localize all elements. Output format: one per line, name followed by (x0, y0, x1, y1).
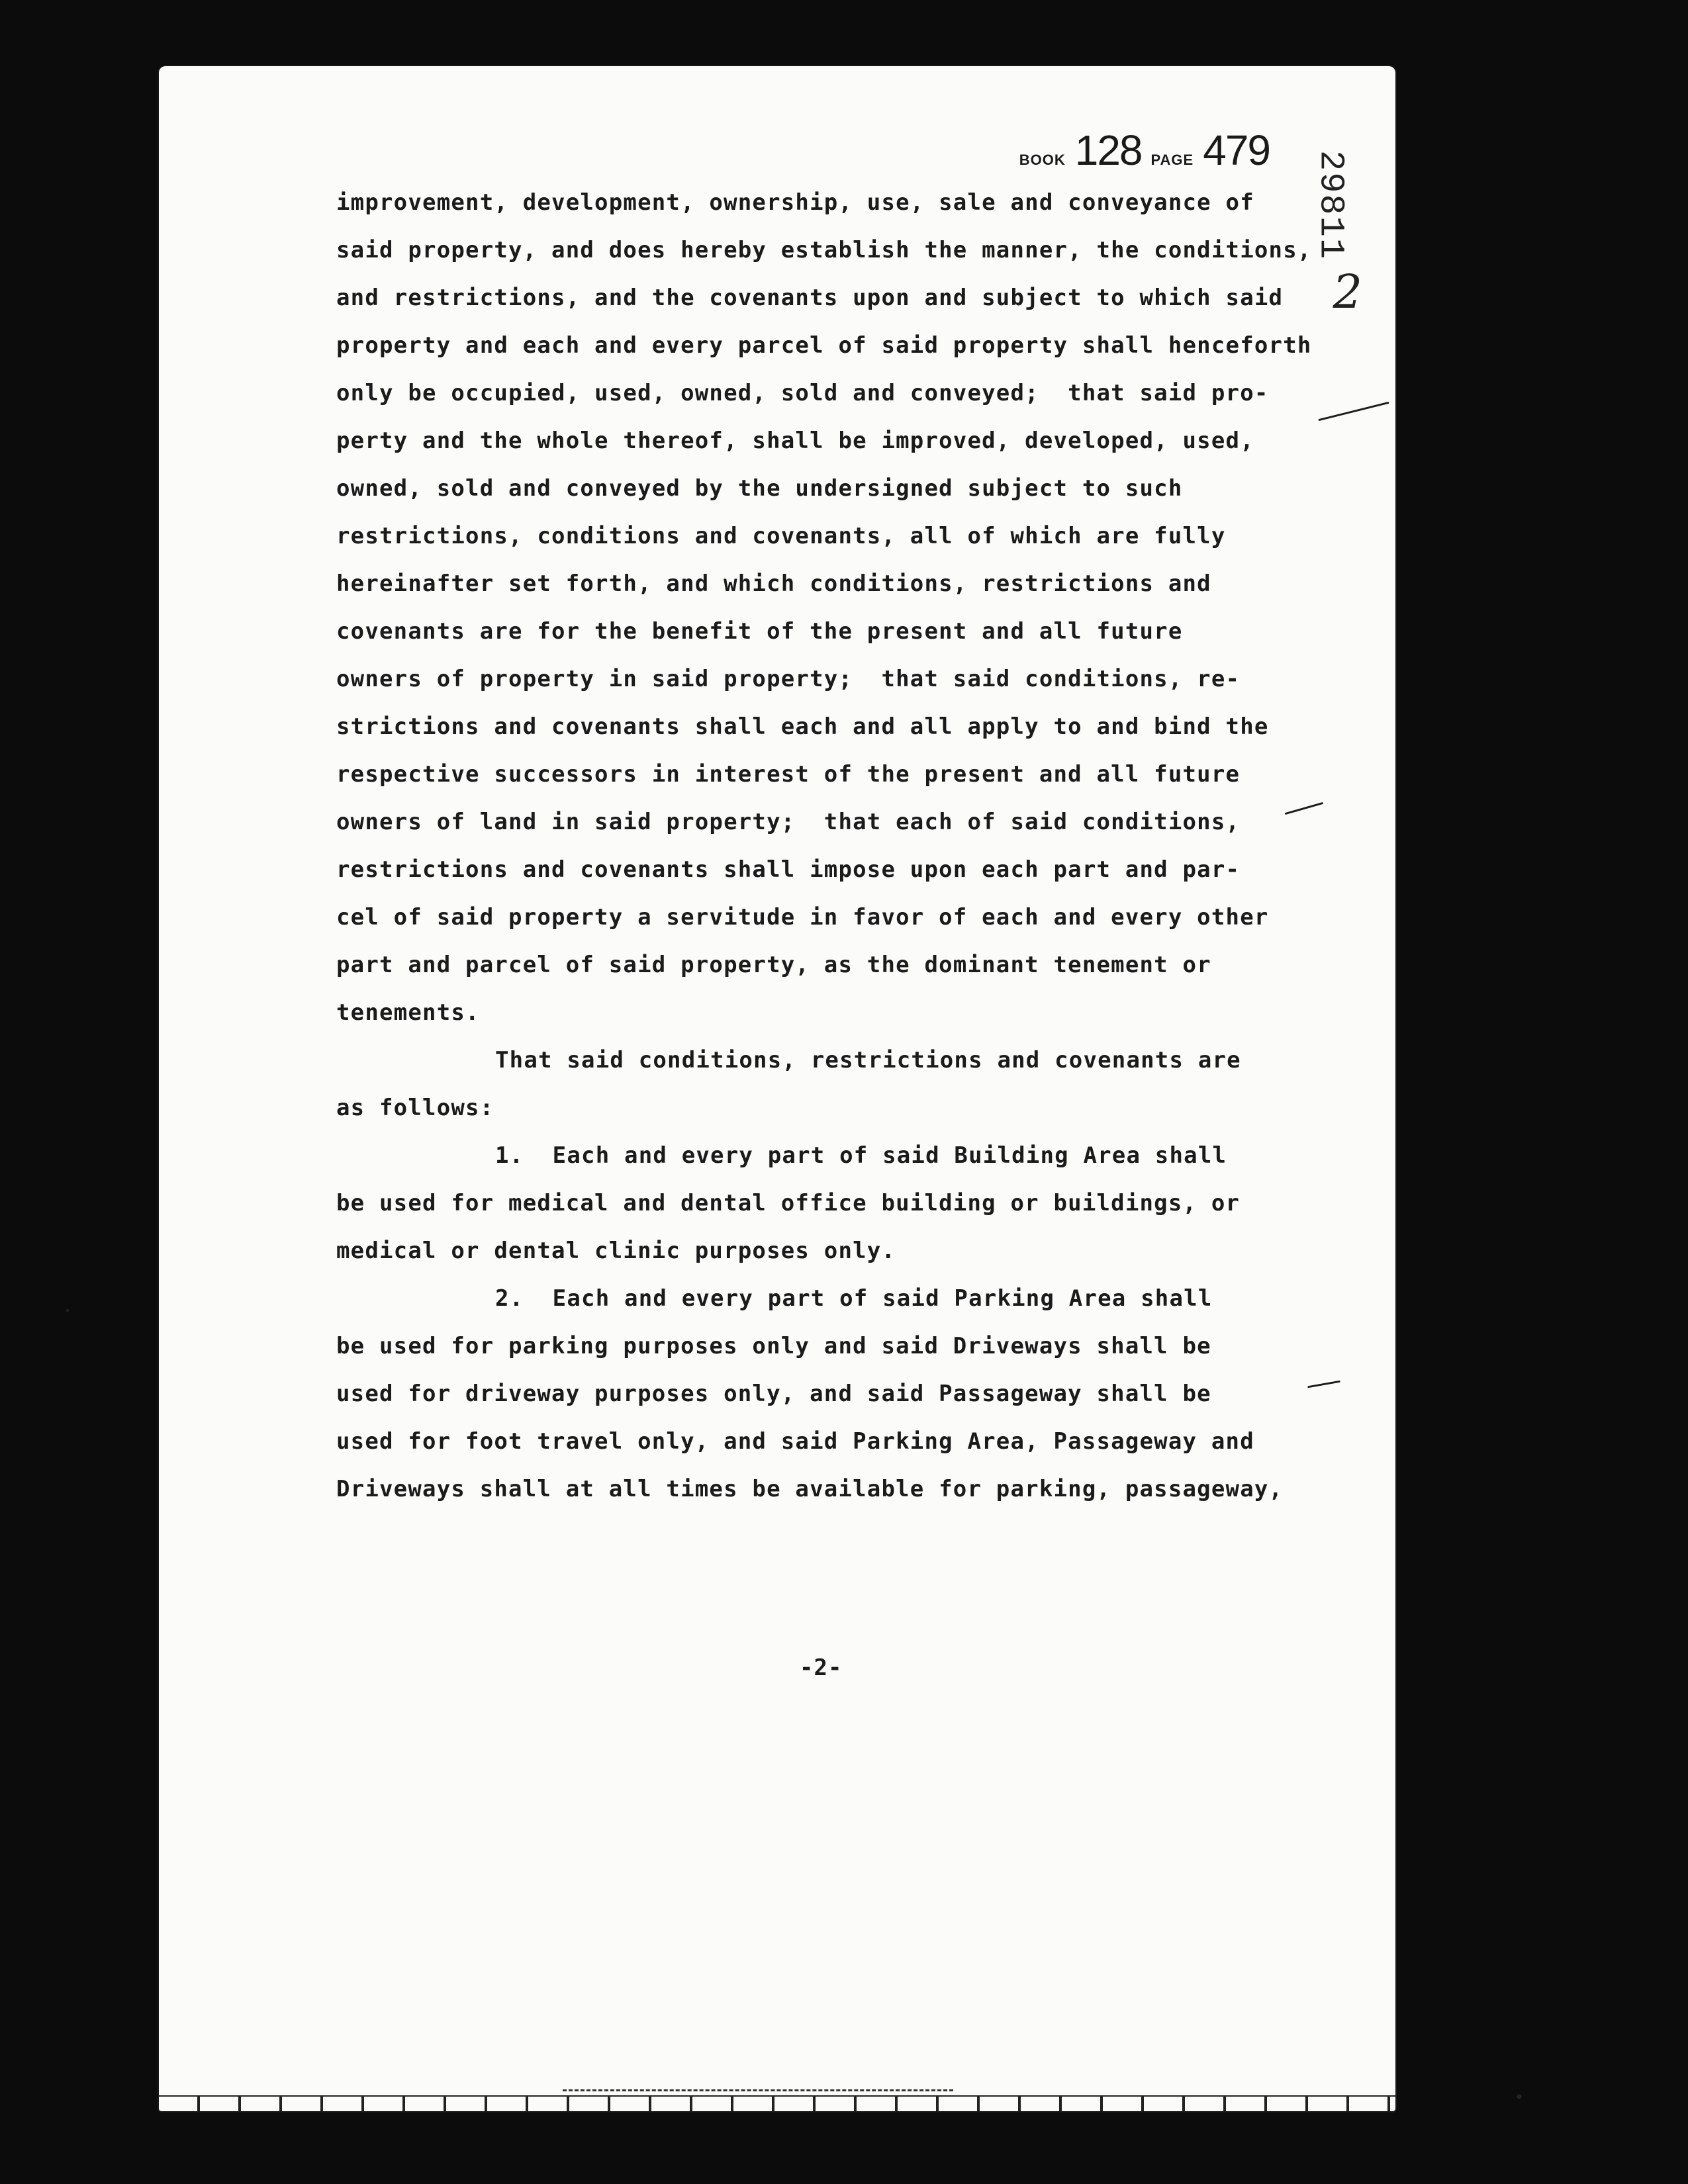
book-number: 128 (1074, 126, 1142, 174)
side-stamp-number: 29811 (1311, 150, 1350, 261)
text-line: respective successors in interest of the present and all future (336, 761, 1241, 788)
document-page (159, 66, 1395, 2111)
text-line: owners of property in said property; that said conditions, re- (336, 666, 1241, 692)
text-line: be used for parking purposes only and said Driveways shall be (336, 1333, 1211, 1359)
text-line: improvement, development, ownership, use, sale and conveyance of (336, 189, 1254, 216)
text-line: only be occupied, used, owned, sold and conveyed; that said pro- (336, 380, 1269, 406)
text-line: tenements. (336, 999, 480, 1026)
page-label: PAGE (1150, 152, 1194, 168)
text-line: part and parcel of said property, as the dominant tenement or (336, 952, 1211, 978)
text-line: 1. Each and every part of said Building Area shall (495, 1142, 1227, 1169)
text-line: used for driveway purposes only, and said Passageway shall be (336, 1381, 1211, 1407)
text-line: hereinafter set forth, and which conditions, restrictions and (336, 570, 1211, 597)
text-line: Driveways shall at all times be available for parking, passageway, (336, 1476, 1284, 1502)
book-page-reference (1019, 126, 1270, 175)
footer-page-number: -2- (800, 1655, 843, 1681)
document-body (336, 179, 1369, 1513)
text-line: said property, and does hereby establish the manner, the conditions, (336, 237, 1312, 263)
page-number: 479 (1203, 126, 1270, 174)
text-line: medical or dental clinic purposes only. (336, 1238, 896, 1264)
text-line: covenants are for the benefit of the present and all future (336, 618, 1183, 645)
text-line: cel of said property a servitude in favor of each and every other (336, 904, 1269, 931)
handwritten-mark: 2 (1333, 265, 1362, 319)
text-line: perty and the whole thereof, shall be improved, developed, used, (336, 428, 1254, 454)
text-line: owned, sold and conveyed by the undersigned subject to such (336, 475, 1183, 502)
text-line: That said conditions, restrictions and covenants are (495, 1047, 1241, 1073)
scan-artifact (563, 2063, 953, 2091)
text-line: and restrictions, and the covenants upon and subject to which said (336, 285, 1284, 311)
text-line: strictions and covenants shall each and all apply to and bind the (336, 713, 1269, 740)
text-line: property and each and every parcel of said property shall henceforth (336, 332, 1312, 359)
text-line: used for foot travel only, and said Parking Area, Passageway and (336, 1428, 1254, 1455)
text-line: as follows: (336, 1095, 494, 1121)
scan-edge-strip (159, 2095, 1395, 2111)
text-line: be used for medical and dental office building or buildings, or (336, 1190, 1241, 1216)
book-label: BOOK (1019, 152, 1066, 168)
text-line: owners of land in said property; that each of said conditions, (336, 809, 1241, 835)
text-line: restrictions and covenants shall impose upon each part and par- (336, 856, 1241, 883)
text-line: 2. Each and every part of said Parking Area shall (495, 1285, 1213, 1312)
text-line: restrictions, conditions and covenants, all of which are fully (336, 523, 1226, 549)
